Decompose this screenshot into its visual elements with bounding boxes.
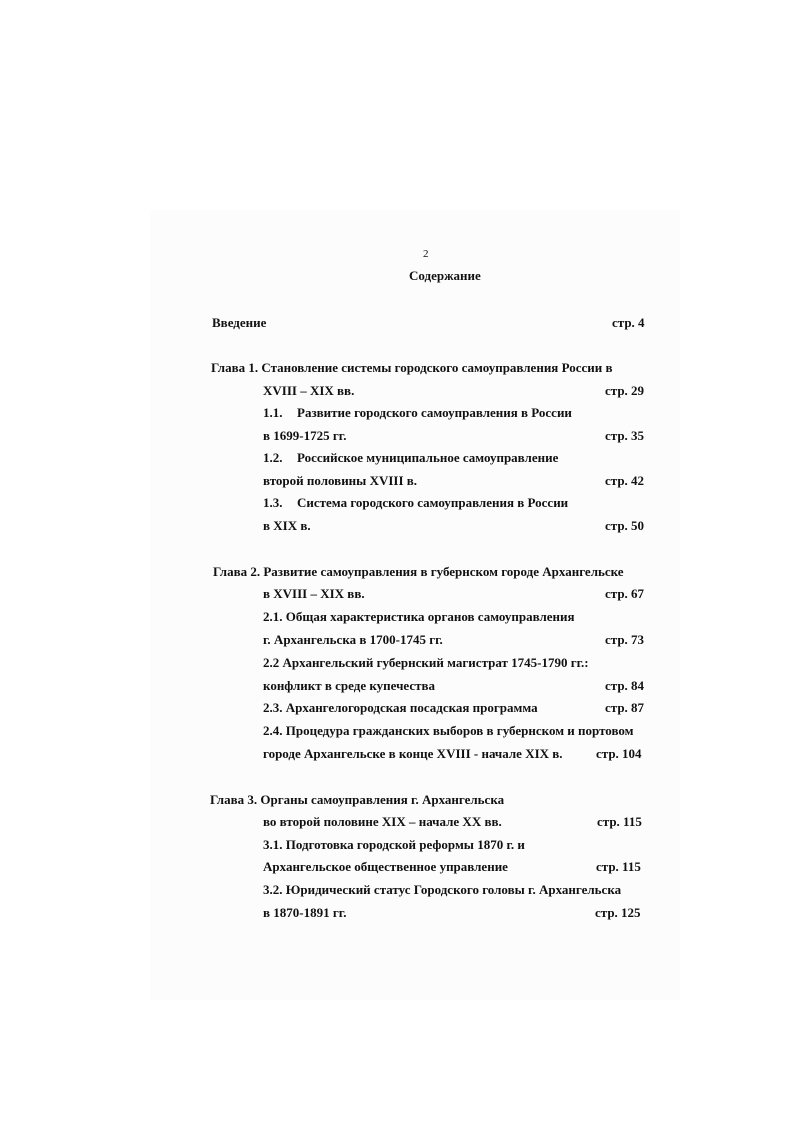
toc-chapter3-title: Глава 3. Органы самоуправления г. Архангельска: [210, 792, 505, 807]
toc-section-2-1-title-cont: г. Архангельска в 1700-1745 гг.: [263, 632, 443, 647]
toc-section-1-3: [263, 495, 568, 511]
toc-section-1-1-title-cont: в 1699-1725 гг.: [263, 428, 347, 443]
toc-section-1-3-title-cont: в XIX в.: [263, 518, 311, 533]
toc-section-2-4-title: 2.4. Процедура гражданских выборов в губернском и портовом: [263, 723, 634, 738]
toc-section-1-1-number: 1.1.: [263, 405, 283, 420]
toc-section-1-2-number: 1.2.: [263, 450, 283, 465]
toc-section-2-1-page: стр. 73: [605, 632, 645, 647]
toc-section-3-2-title: 3.2. Юридический статус Городского головы г. Архангельска: [263, 882, 622, 897]
toc-section-3-1-page: стр. 115: [596, 859, 641, 874]
toc-section-1-3-title: Система городского самоуправления в России: [297, 495, 569, 510]
toc-chapter1-page: стр. 29: [605, 383, 645, 398]
toc-chapter2-title: Глава 2. Развитие самоуправления в губернском городе Архангельске: [213, 564, 624, 579]
toc-chapter1-title: Глава 1. Становление системы городского самоуправления России в: [211, 360, 613, 375]
toc-section-3-1-title-cont: Архангельское общественное управление: [263, 859, 508, 874]
page-number: 2: [423, 248, 429, 260]
toc-section-1-1-page: стр. 35: [605, 428, 645, 443]
toc-intro-label: Введение: [212, 315, 267, 330]
toc-section-1-3-page: стр. 50: [605, 518, 645, 533]
toc-section-1-2: [263, 450, 558, 466]
toc-section-2-3-page: стр. 87: [605, 700, 645, 715]
toc-intro-page: стр. 4: [612, 315, 645, 330]
toc-section-3-2-title-cont: в 1870-1891 гг.: [263, 905, 347, 920]
toc-section-2-4-page: стр. 104: [596, 746, 642, 761]
toc-section-3-2-page: стр. 125: [595, 905, 641, 920]
toc-section-2-3-title: 2.3. Архангелогородская посадская программа: [263, 700, 538, 715]
toc-section-2-4-title-cont: городе Архангельске в конце XVIII - начале XIX в.: [263, 746, 563, 761]
toc-section-1-2-title-cont: второй половины XVIII в.: [263, 473, 418, 488]
toc-section-1-1-title: Развитие городского самоуправления в России: [297, 405, 572, 420]
toc-section-1-1: [263, 405, 572, 421]
toc-chapter3-title-cont: во второй половине XIX – начале XX вв.: [263, 814, 502, 829]
toc-section-1-2-page: стр. 42: [605, 473, 645, 488]
toc-chapter2-page: стр. 67: [605, 586, 645, 601]
toc-section-1-3-number: 1.3.: [263, 495, 283, 510]
toc-section-2-2-title: 2.2 Архангельский губернский магистрат 1745-1790 гг.:: [263, 655, 589, 670]
page-title: Содержание: [409, 268, 481, 283]
toc-section-2-2-page: стр. 84: [605, 678, 645, 693]
toc-section-2-1-title: 2.1. Общая характеристика органов самоуправления: [263, 609, 575, 624]
toc-section-2-2-title-cont: конфликт в среде купечества: [263, 678, 436, 693]
toc-section-1-2-title: Российское муниципальное самоуправление: [297, 450, 559, 465]
toc-chapter1-title-cont: XVIII – XIX вв.: [263, 383, 355, 398]
toc-chapter2-title-cont: в XVIII – XIX вв.: [263, 586, 365, 601]
toc-chapter3-page: стр. 115: [597, 814, 642, 829]
toc-section-3-1-title: 3.1. Подготовка городской реформы 1870 г. и: [263, 837, 525, 852]
